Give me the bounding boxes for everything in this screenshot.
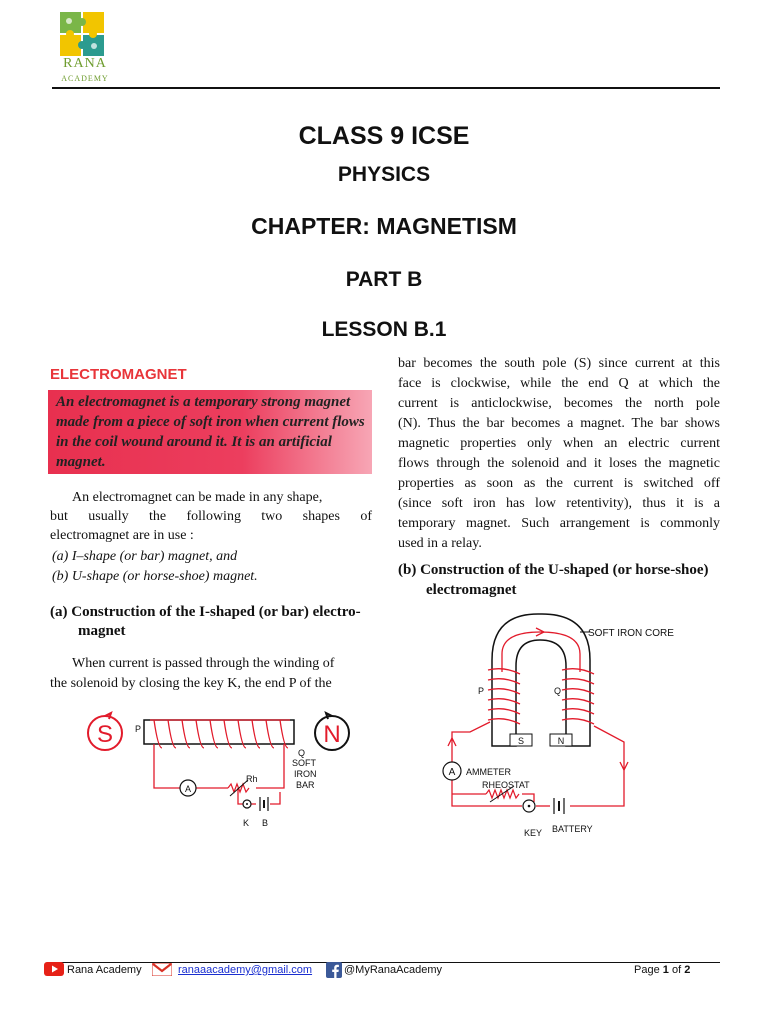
rana-academy-logo xyxy=(54,12,116,92)
u-battery-label: BATTERY xyxy=(552,824,593,834)
logo-puzzle-icon xyxy=(60,12,104,56)
part-title: PART B xyxy=(345,268,423,291)
logo-name: RANA xyxy=(63,56,107,71)
label-p: P xyxy=(135,724,142,734)
page-indicator xyxy=(634,964,690,976)
bar-label: BAR xyxy=(296,780,315,790)
right-line: temporary magnet. Such arrangement is commonly xyxy=(398,516,720,531)
right-line: (since soft iron has low retentivity), thus it is a xyxy=(398,496,720,511)
core-label: SOFT IRON CORE xyxy=(588,628,674,639)
intro-line-3: electromagnet are in use : xyxy=(50,528,194,543)
subhead-b-line1: (b) Construction of the U-shaped (or horse-shoe) xyxy=(398,562,709,578)
para-line-1: When current is passed through the winding of xyxy=(72,656,335,671)
bar-electromagnet-diagram xyxy=(80,700,370,835)
page-current: 1 xyxy=(662,964,669,976)
right-line: face is clockwise, while the end Q at which the xyxy=(398,376,720,391)
shape-item-b: (b) U-shape (or horse-shoe) magnet. xyxy=(52,569,258,584)
footer-channel-name[interactable]: Rana Academy xyxy=(67,964,142,976)
u-ammeter-label: AMMETER xyxy=(466,767,511,777)
pole-n-label: N xyxy=(323,721,341,748)
page-total: 2 xyxy=(684,964,691,976)
u-circuit-wires xyxy=(452,722,624,806)
u-rheostat-label: RHEOSTAT xyxy=(482,780,530,790)
subject-title: PHYSICS xyxy=(337,163,431,186)
right-line: (N). Thus the bar becomes a magnet. The bar shows xyxy=(398,416,720,431)
bar-circuit-wires xyxy=(154,744,284,804)
page-of: of xyxy=(671,964,682,976)
south-pole-indicator xyxy=(88,713,122,750)
u-electromagnet-diagram xyxy=(430,610,720,842)
key-k-label: K xyxy=(243,818,250,828)
u-label-q: Q xyxy=(554,686,562,696)
logo-subtitle: ACADEMY xyxy=(61,74,109,83)
shape-item-a: (a) I–shape (or bar) magnet, and xyxy=(52,549,238,564)
iron-label: IRON xyxy=(294,769,317,779)
lesson-title: LESSON B.1 xyxy=(321,318,447,341)
u-label-s: S xyxy=(517,736,525,746)
para-line-2: the solenoid by closing the key K, the end P of the xyxy=(50,676,332,691)
soft-iron-bar xyxy=(144,720,294,744)
gmail-icon[interactable] xyxy=(152,963,172,976)
intro-line-2: but usually the following two shapes of xyxy=(50,509,372,524)
right-line: flows through the solenoid and it loses the magnetic xyxy=(398,456,720,471)
footer-social-handle[interactable]: @MyRanaAcademy xyxy=(344,964,442,976)
right-line: current is anticlockwise, becomes the north pole xyxy=(398,396,720,411)
subhead-a-line1: (a) Construction of the I-shaped (or bar) electro- xyxy=(50,604,361,620)
right-line: used in a relay. xyxy=(398,536,482,551)
class-title: CLASS 9 ICSE xyxy=(298,122,470,150)
north-pole-indicator xyxy=(315,713,349,750)
header-divider xyxy=(52,87,720,89)
definition-text: An electromagnet is a temporary strong magnet made from a piece of soft iron when current flows in the coil wound around it. It is an artificial magnet. xyxy=(56,394,365,470)
rheostat-rh-label: Rh xyxy=(246,774,258,784)
battery-b-label: B xyxy=(262,818,269,828)
subhead-b-line2: electromagnet xyxy=(426,582,517,598)
facebook-icon[interactable] xyxy=(326,962,342,978)
u-battery xyxy=(554,798,564,814)
ammeter-a-label: A xyxy=(184,784,192,794)
definition-box xyxy=(48,390,372,474)
u-label-p: P xyxy=(478,686,485,696)
footer-email-link[interactable]: ranaaacademy@gmail.com xyxy=(178,964,313,976)
right-line: magnetic properties only when an electric current xyxy=(398,436,720,451)
u-key-label: KEY xyxy=(524,828,543,838)
pole-s-label: S xyxy=(96,721,114,748)
youtube-icon[interactable] xyxy=(44,962,64,976)
chapter-title: CHAPTER: MAGNETISM xyxy=(251,213,517,239)
subhead-a-line2: magnet xyxy=(78,623,126,639)
right-line: bar becomes the south pole (S) since current at this xyxy=(398,356,720,371)
page-prefix: Page xyxy=(634,964,660,976)
label-q: Q xyxy=(298,748,306,758)
battery-b xyxy=(260,797,268,811)
right-paragraph xyxy=(398,354,720,554)
right-line: properties as soon as the current is switched off xyxy=(398,476,720,491)
soft-label: SOFT xyxy=(292,758,316,768)
u-ammeter-symbol: A xyxy=(448,767,456,778)
electromagnet-heading: ELECTROMAGNET xyxy=(50,366,187,383)
u-label-n: N xyxy=(557,736,565,746)
intro-line-1: An electromagnet can be made in any shape, xyxy=(72,490,323,505)
